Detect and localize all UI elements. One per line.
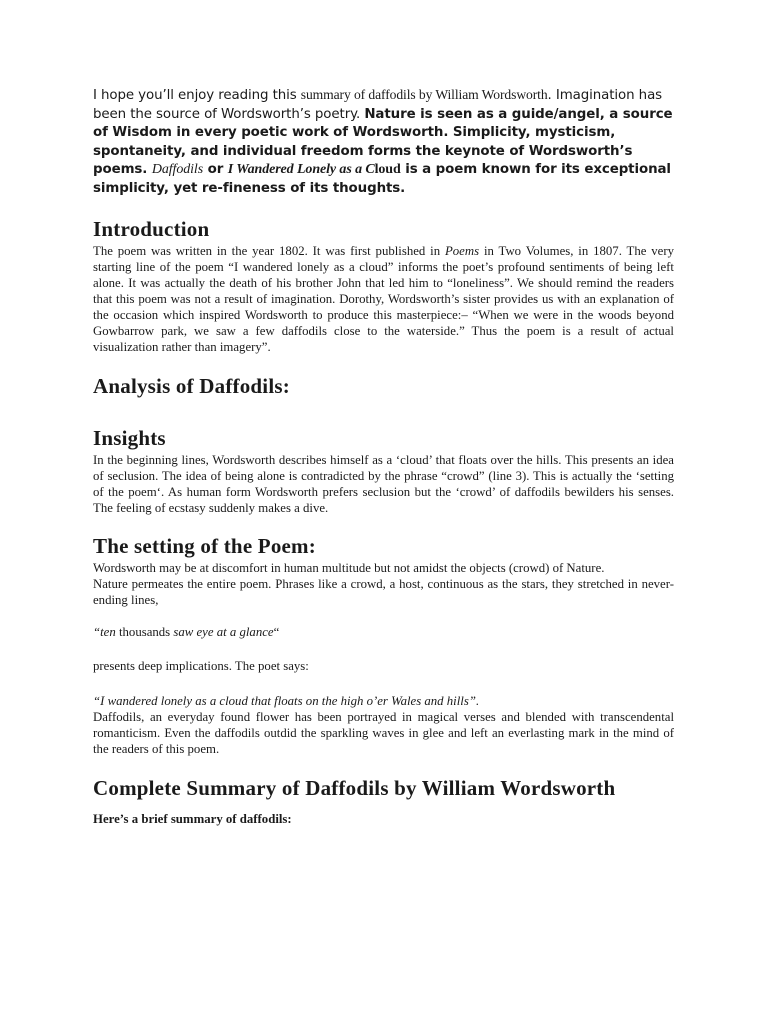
quote-wandered	[93, 693, 674, 709]
introduction-poems-title: Poems	[444, 244, 480, 258]
poem-title-daffodils: Daffodils	[151, 162, 204, 177]
intro-text-2: . Imagination has been the source of Wordsworth’s poetry.	[93, 88, 663, 122]
brief-summary-label: Here’s a brief summary of daffodils:	[93, 812, 292, 826]
quote-ten-thousands	[93, 624, 674, 640]
setting-paragraph-1	[93, 560, 674, 608]
setting-paragraph-3: Daffodils, an everyday found flower has been portrayed in magical verses and blended with transcendental romanticism. Even the daffodils outdid the sparkling waves in glee and left an everlasting mark in the mind of the readers of this poem.	[93, 710, 674, 756]
quote-part-c: saw eye at a glance	[173, 625, 274, 639]
intro-bold-text: Nature is seen as a guide/angel, a source of Wisdom in every poetic work of Wordsworth. Simplicity, mysticism, spontaneity, and individual freedom forms the keynote of Wordsworth’s poems.	[93, 106, 673, 177]
introduction-paragraph	[93, 243, 674, 355]
quote-part-b: thousands	[115, 625, 174, 639]
quote-wandered-text: “I wandered lonely as a cloud that floats on the high o’er Wales and hills”.	[93, 694, 480, 708]
insights-paragraph: In the beginning lines, Wordsworth describes himself as a ‘cloud’ that floats over the hills. This presents an idea of seclusion. The idea of being alone is contradicted by the phrase “crowd” (line 3). This is actually the ‘setting of the poem‘. As human form Wordsworth prefers seclusion but the ‘crowd’ of daffodils bewilders his senses. The feeling of ecstasy suddenly makes a dive.	[93, 453, 674, 515]
heading-introduction: Introduction	[93, 217, 210, 241]
setting-line-2: Nature permeates the entire poem. Phrases like a crowd, a host, continuous as the stars, they stretched in never-ending lines,	[93, 577, 674, 607]
quote-part-d: “	[273, 625, 280, 639]
intro-text: I hope you’ll enjoy reading this	[93, 88, 301, 103]
intro-bold-end: is a poem known for its exceptional simplicity, yet re-fineness of its thoughts.	[93, 162, 671, 196]
setting-paragraph-2: presents deep implications. The poet says:	[93, 659, 309, 673]
quote-part-a: “ten	[93, 625, 116, 639]
heading-analysis: Analysis of Daffodils:	[93, 374, 290, 398]
heading-insights: Insights	[93, 426, 166, 450]
heading-complete-summary: Complete Summary of Daffodils by William Wordsworth	[93, 776, 616, 800]
introduction-text-2: in Two Volumes, in 1807. The very starting line of the poem “I wandered lonely as a cloud” informs the poet’s profound sentiments of being left alone. It was actually the death of his brother John that led him to “loneliness”. We should remind the readers that this poem was not a result of imagination. Dorothy, Wordsworth’s sister provides us with an explanation of the occasion which inspired Wordsworth to produce this masterpiece:– “When we were in the woods beyond Gowbarrow park, we saw a few daffodils close to the waterside.” Thus the poem is a result of actual visualization rather than imagery”.	[93, 244, 674, 354]
intro-or: or	[203, 162, 228, 177]
introduction-text: The poem was written in the year 1802. It was first published in	[93, 244, 445, 258]
article	[93, 86, 674, 827]
heading-setting: The setting of the Poem:	[93, 534, 316, 558]
summary-link[interactable]: summary of daffodils by William Wordsworth	[300, 87, 548, 102]
intro-paragraph	[93, 86, 674, 198]
setting-line-1: Wordsworth may be at discomfort in human multitude but not amidst the objects (crowd) of Nature.	[93, 561, 605, 575]
poem-title-wandered-end: loud	[374, 162, 401, 177]
poem-title-wandered: I Wandered Lonely as a C	[227, 162, 375, 177]
